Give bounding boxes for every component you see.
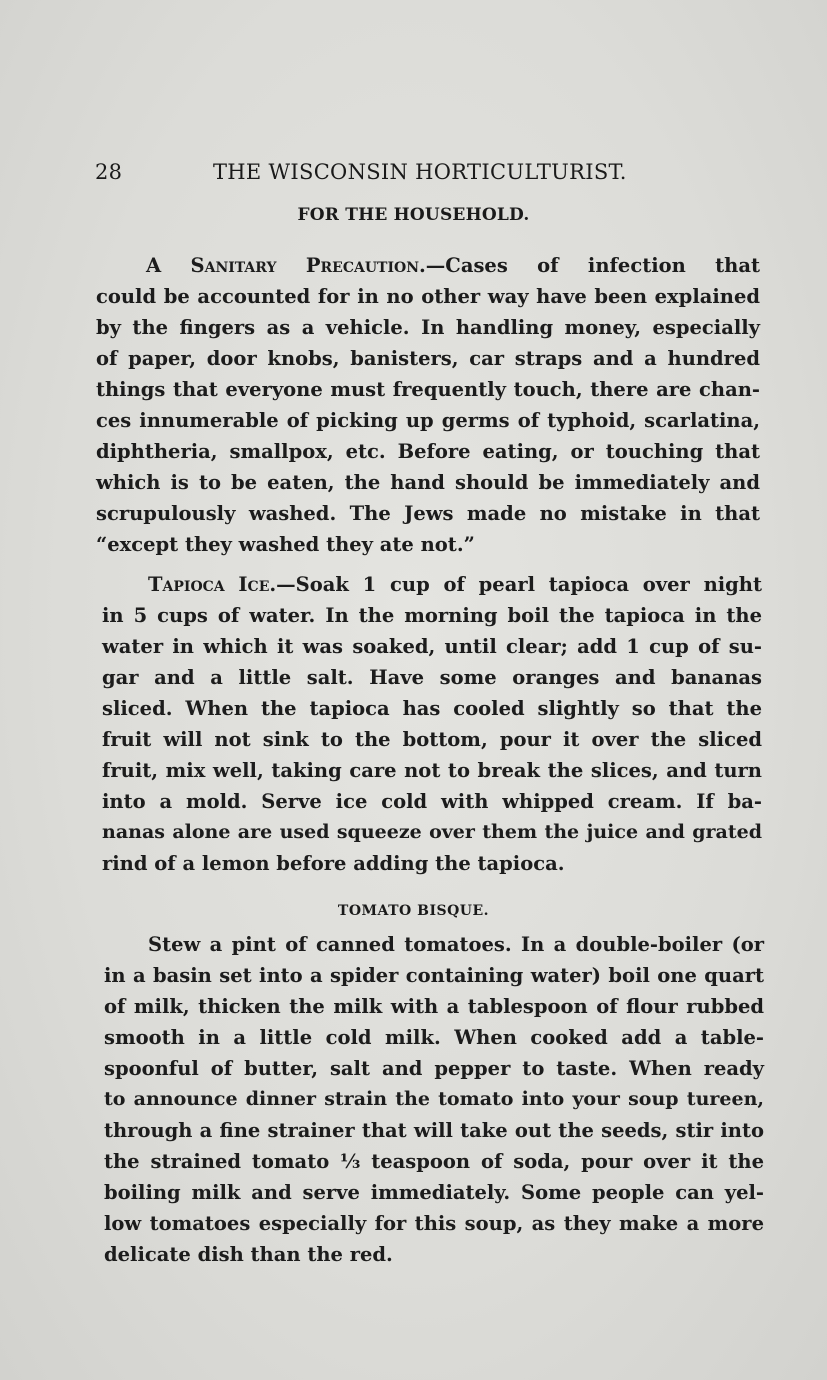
article-line: in a basin set into a spider containing water) boil one quart	[104, 964, 764, 987]
article-line: low tomatoes especially for this soup, as they make a more	[104, 1212, 764, 1235]
page-number: 28	[95, 160, 123, 184]
article-line: into a mold. Serve ice cold with whipped cream. If ba-	[102, 790, 762, 813]
article-line: boiling milk and serve immediately. Some people can yel-	[104, 1181, 764, 1204]
article-line: gar and a little salt. Have some oranges and bananas	[102, 666, 762, 689]
article-sanitary-precaution	[96, 250, 760, 560]
article-line: could be accounted for in no other way have been explained	[96, 285, 760, 308]
journal-title: THE WISCONSIN HORTICULTURIST.	[213, 160, 627, 184]
article-line: scrupulously washed. The Jews made no mistake in that	[96, 502, 760, 525]
article-line: of milk, thicken the milk with a tablespoon of flour rubbed	[104, 995, 764, 1018]
article-line: which is to be eaten, the hand should be immediately and	[96, 471, 760, 494]
article-line: the strained tomato ⅓ teaspoon of soda, pour over it the	[104, 1150, 764, 1173]
article-line: ces innumerable of picking up germs of typhoid, scarlatina,	[96, 409, 760, 432]
article-lead: A Sanitary Precaution.	[146, 254, 426, 277]
article-line: A Sanitary Precaution.—Cases of infection that	[146, 254, 760, 277]
article-lead: Tapioca Ice.	[148, 573, 277, 596]
article-line: in 5 cups of water. In the morning boil the tapioca in the	[102, 604, 762, 627]
article-line: fruit, mix well, taking care not to break the slices, and turn	[102, 759, 762, 782]
article-line: Stew a pint of canned tomatoes. In a double-boiler (or	[148, 933, 764, 956]
section-heading: FOR THE HOUSEHOLD.	[297, 205, 530, 225]
article-line: to announce dinner strain the tomato into your soup tureen,	[104, 1088, 764, 1110]
running-head	[95, 160, 665, 190]
article-line: things that everyone must frequently touch, there are chan-	[96, 378, 760, 401]
article-line: smooth in a little cold milk. When cooked add a table-	[104, 1026, 764, 1049]
recipe-heading: TOMATO BISQUE.	[337, 903, 490, 919]
article-line: fruit will not sink to the bottom, pour it over the sliced	[102, 728, 762, 751]
article-line: of paper, door knobs, banisters, car straps and a hundred	[96, 347, 760, 370]
article-tomato-bisque	[104, 929, 764, 1270]
article-line: “except they washed they ate not.”	[96, 533, 475, 556]
article-line: diphtheria, smallpox, etc. Before eating, or touching that	[96, 440, 760, 463]
article-line: sliced. When the tapioca has cooled slightly so that the	[102, 697, 762, 720]
article-line: by the fingers as a vehicle. In handling money, especially	[96, 316, 760, 339]
article-line: water in which it was soaked, until clear; add 1 cup of su-	[102, 635, 762, 658]
article-line: spoonful of butter, salt and pepper to taste. When ready	[104, 1057, 764, 1080]
article-line: delicate dish than the red.	[104, 1243, 393, 1266]
article-tapioca-ice	[102, 569, 762, 879]
article-line: through a fine strainer that will take out the seeds, stir into	[104, 1119, 764, 1142]
article-line: nanas alone are used squeeze over them the juice and grated	[102, 821, 762, 843]
article-line: Tapioca Ice.—Soak 1 cup of pearl tapioca over night	[148, 573, 762, 596]
article-line: rind of a lemon before adding the tapioca.	[102, 852, 565, 875]
